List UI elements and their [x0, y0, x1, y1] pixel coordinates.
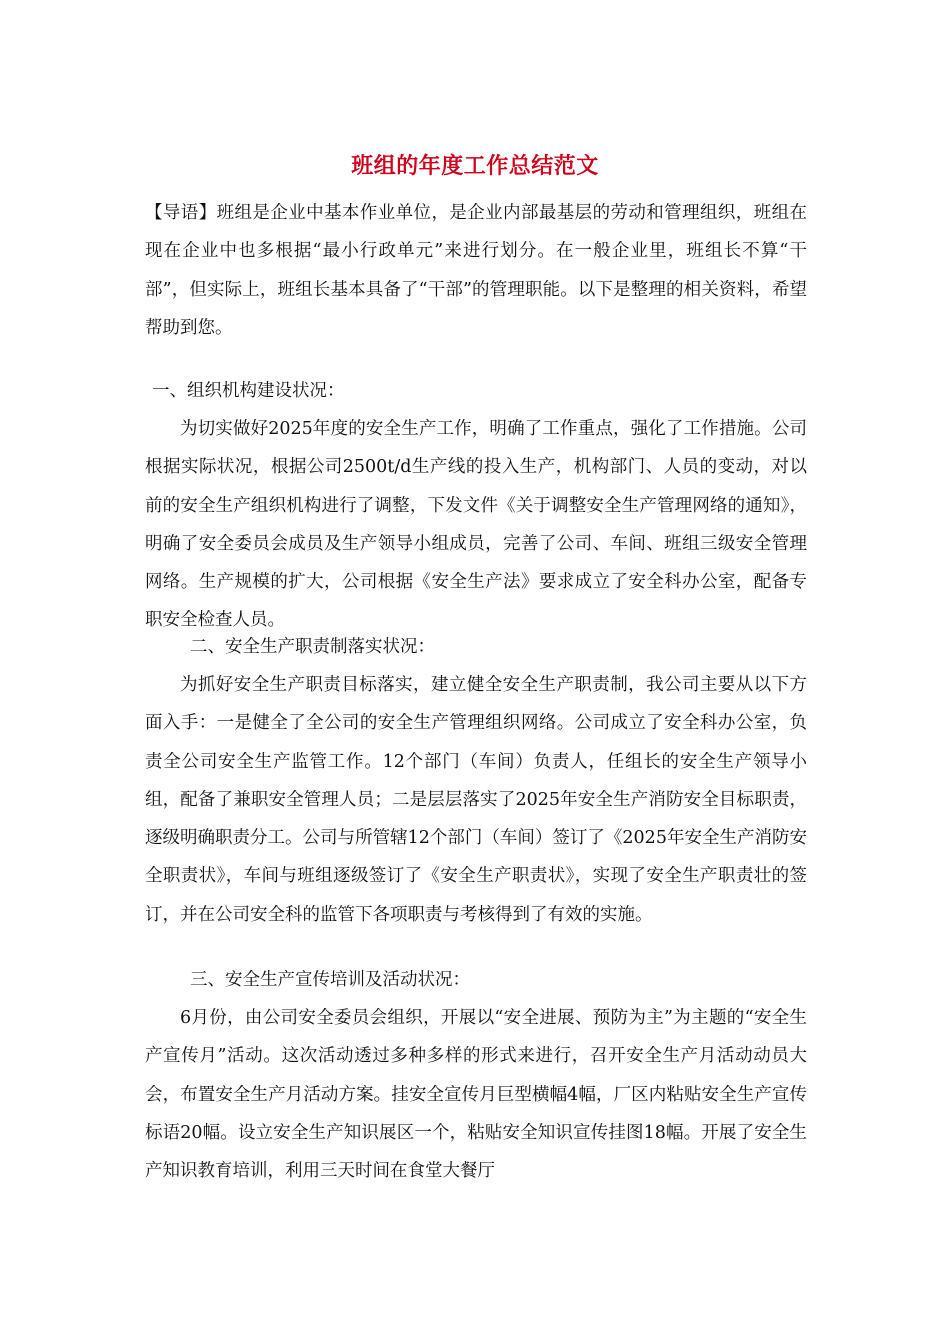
section-1-heading: 一、组织机构建设状况： [152, 381, 345, 401]
section-2-body: 为抓好安全生产职责目标落实，建立健全安全生产职责制，我公司主要从以下方面入手：一是健全了全公司的安全生产管理组织网络。公司成立了安全科办公室，负责全公司安全生产监管工作。12个部门（车间）负责人，任组长的安全生产领导小组，配备了兼职安全管理人员；二是层层落实了2025年安全生产消防安全目标职责，逐级明确职责分工。公司与所管辖12个部门（车间）签订了《2025年安全生产消防安全职责状》，车间与班组逐级签订了《安全生产职责状》，实现了安全生产职责壮的签订，并在公司安全科的监管下各项职责与考核得到了有效的实施。 [145, 675, 807, 925]
section-1-body: 为切实做好2025年度的安全生产工作，明确了工作重点，强化了工作措施。公司根据实际状况，根据公司2500t/d生产线的投入生产，机构部门、人员的变动，对以前的安全生产组织机构进行了调整，下发文件《关于调整安全生产管理网络的通知》，明确了安全委员会成员及生产领导小组成员，完善了公司、车间、班组三级安全管理网络。生产规模的扩大，公司根据《安全生产法》要求成立了安全科办公室，配备专职安全检查人员。 [145, 419, 807, 631]
section-3-body: 6月份，由公司安全委员会组织，开展以“安全进展、预防为主”为主题的“安全生产宣传月”活动。这次活动透过多种多样的形式来进行，召开安全生产月活动动员大会，布置安全生产月活动方案。挂安全宣传月巨型横幅4幅，厂区内粘贴安全生产宣传标语20幅。设立安全生产知识展区一个，粘贴安全知识宣传挂图18幅。开展了安全生产知识教育培训，利用三天时间在食堂大餐厅 [145, 1008, 807, 1182]
intro-paragraph: 【导语】班组是企业中基本作业单位，是企业内部最基层的劳动和管理组织，班组在现在企业中也多根据“最小行政单元”来进行划分。在一般企业里，班组长不算“干部”，但实际上，班组长基本具备了“干部”的管理职能。以下是整理的相关资料，希望帮助到您。 [145, 203, 807, 338]
document-title: 班组的年度工作总结范文 [351, 153, 599, 179]
section-3-heading: 三、安全生产宣传培训及活动状况： [190, 970, 470, 990]
section-2-heading: 二、安全生产职责制落实状况： [190, 637, 435, 657]
